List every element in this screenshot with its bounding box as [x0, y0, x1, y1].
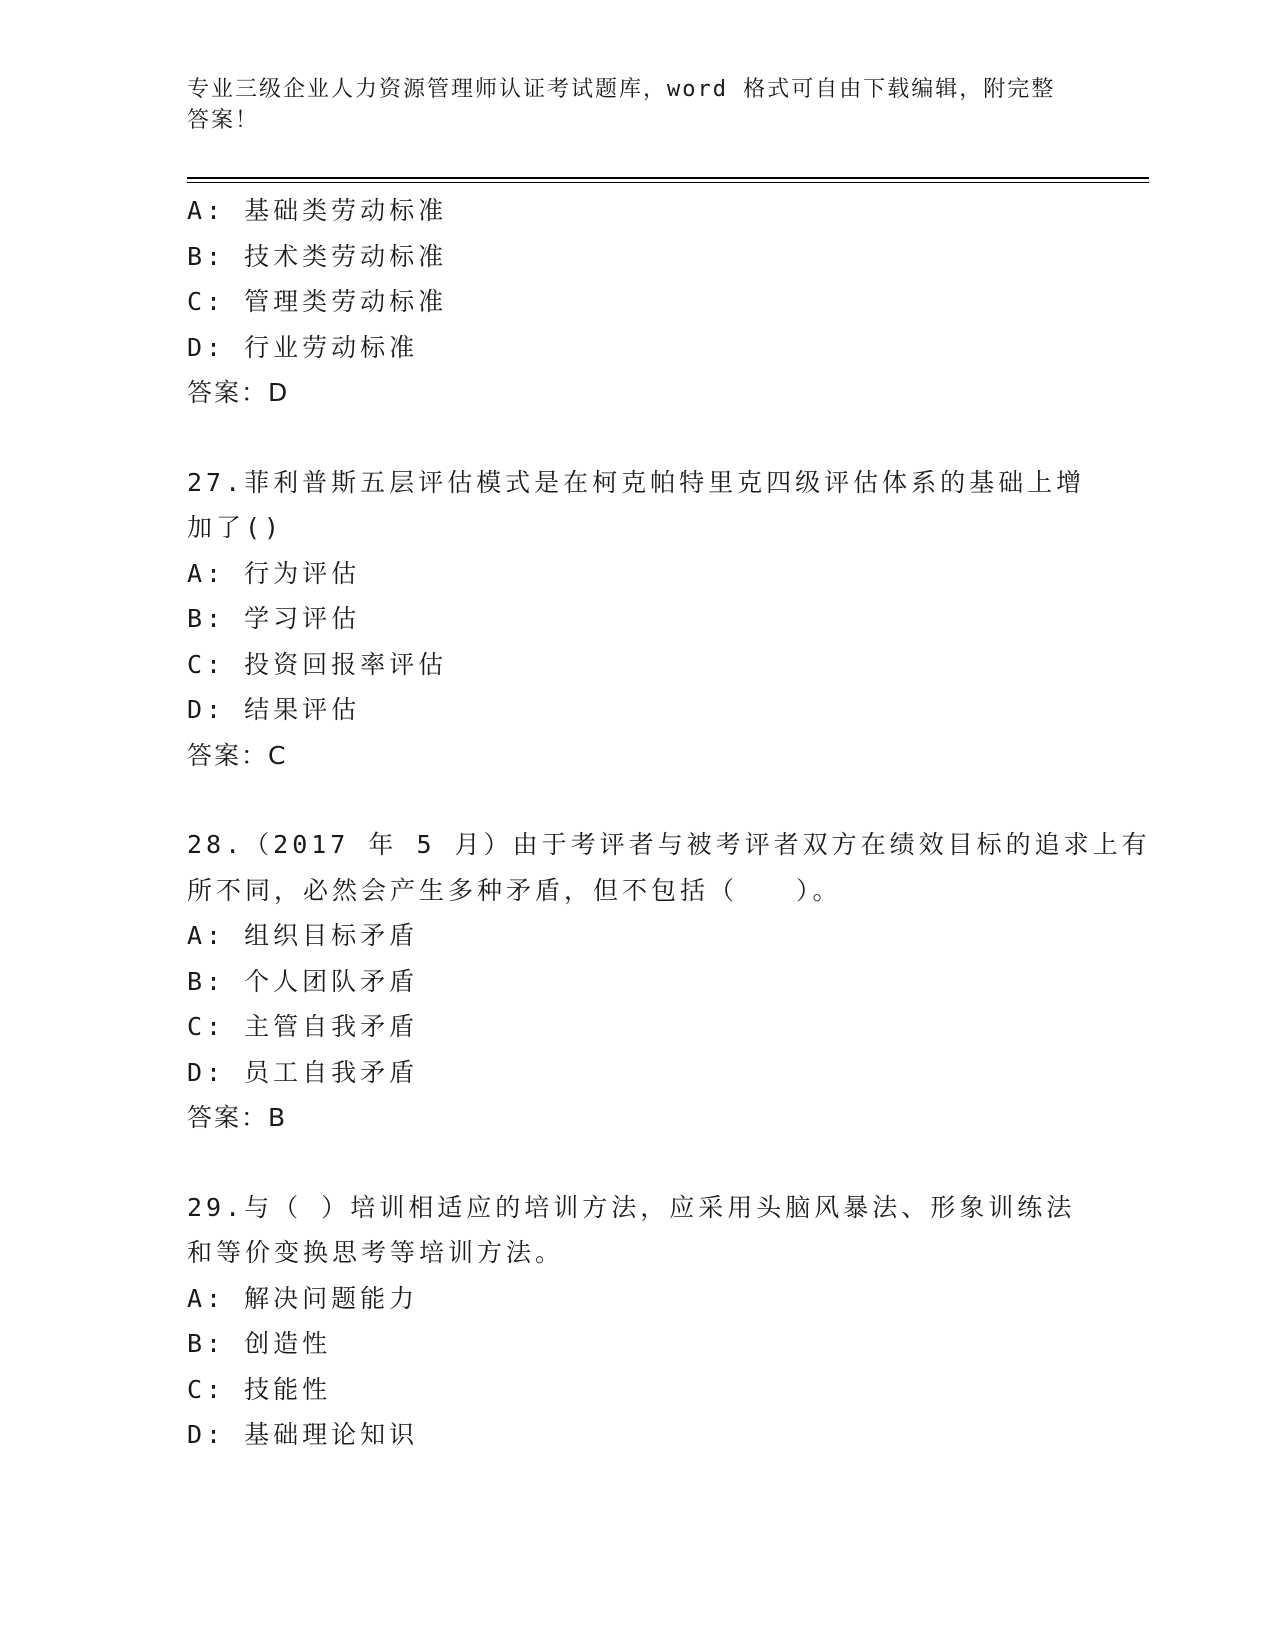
- stem-line: 所不同，必然会产生多种矛盾，但不包括（ ）。: [187, 875, 842, 905]
- option-d: D: 行业劳动标准: [187, 332, 419, 362]
- stem-line: 加了(): [187, 513, 284, 542]
- question-stem: [187, 1185, 1147, 1276]
- answer-label: 答案：D: [187, 378, 290, 407]
- stem-line: 28.（2017 年 5 月）由于考评者与被考评者双方在绩效目标的追求上有: [187, 830, 1151, 859]
- option-d: D: 员工自我矛盾: [187, 1057, 419, 1087]
- option-c: C: 主管自我矛盾: [187, 1012, 419, 1041]
- header-line-1: 专业三级企业人力资源管理师认证考试题库，word 格式可自由下载编辑，附完整: [187, 77, 1056, 102]
- document-content: [187, 188, 1151, 1458]
- header-line-2: 答案！: [187, 108, 260, 133]
- question-stem: [187, 822, 1151, 913]
- stem-line: 29.与（ ）培训相适应的培训方法，应采用头脑风暴法、形象训练法: [187, 1192, 1076, 1222]
- option-a: A: 组织目标矛盾: [187, 921, 419, 950]
- question-26-continued: [187, 188, 1147, 416]
- option-b: B: 个人团队矛盾: [187, 966, 419, 996]
- question-stem: [187, 460, 1147, 551]
- header-rule-thin: [187, 182, 1149, 183]
- option-d: D: 基础理论知识: [187, 1420, 419, 1449]
- option-b: B: 学习评估: [187, 604, 361, 633]
- question-27: [187, 460, 1147, 779]
- stem-line: 27.菲利普斯五层评估模式是在柯克帕特里克四级评估体系的基础上增: [187, 467, 1086, 497]
- option-c: C: 投资回报率评估: [187, 649, 448, 679]
- option-c: C: 技能性: [187, 1374, 332, 1404]
- question-29: [187, 1185, 1147, 1458]
- option-b: B: 技术类劳动标准: [187, 241, 448, 271]
- option-a: A: 基础类劳动标准: [187, 196, 448, 225]
- answer-label: 答案：C: [187, 740, 288, 770]
- document-header: [187, 74, 1067, 136]
- stem-line: 和等价变换思考等培训方法。: [187, 1238, 565, 1267]
- option-b: B: 创造性: [187, 1329, 332, 1358]
- option-a: A: 解决问题能力: [187, 1283, 419, 1313]
- header-rule-thick: [187, 177, 1149, 179]
- option-a: A: 行为评估: [187, 558, 361, 588]
- answer-label: 答案：B: [187, 1103, 288, 1132]
- option-c: C: 管理类劳动标准: [187, 287, 448, 316]
- option-d: D: 结果评估: [187, 695, 361, 724]
- question-28: [187, 822, 1151, 1141]
